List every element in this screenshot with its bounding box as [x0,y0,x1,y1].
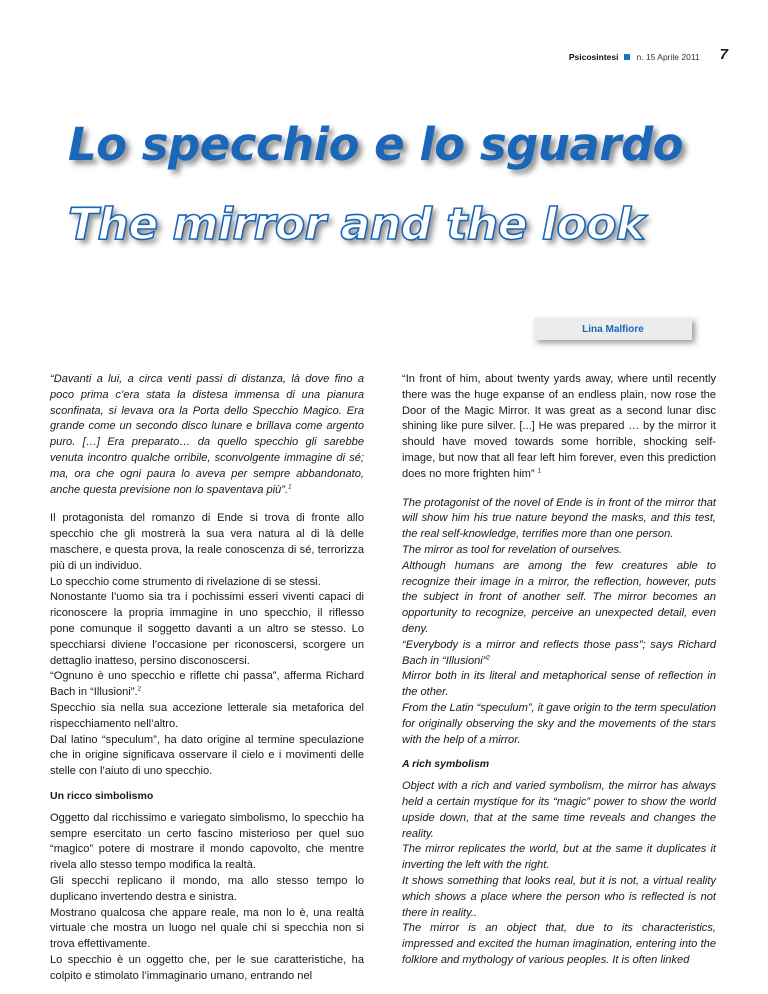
italian-column [50,372,364,984]
paragraph: It shows something that looks real, but it is not, a virtual reality which shows a place where the person who is reflected is not there in reality.. [402,874,716,919]
paragraph: From the Latin “speculum”, it gave origin to the term speculation for originally observing the sky and the movements of the stars with the help of a mirror. [402,701,716,746]
footnote-ref: 2 [486,654,490,661]
paragraph: Although humans are among the few creatures able to recognize their image in a mirror, the reflection, however, puts the subject in front of another self. The mirror becomes an opportunity to recognize, perceive an unexpected detail, even deny. [402,559,716,635]
author-badge [534,318,692,340]
paragraph: Oggetto dal ricchissimo e variegato simbolismo, lo specchio ha sempre esercitato un certo fascino misterioso per quel suo “magico” potere di mostrare il mondo capovolto, che mentre rivela allo stesso tempo modifica la realtà. [50,811,364,872]
title-english: The mirror and the look [68,199,645,250]
opening-quote: “In front of him, about twenty yards away, where until recently there was the huge expanse of an endless plain, now rose the Door of the Magic Mirror. It was great as a second lunar disc shining like pure silver. [...] He was prepared … by the mirror it should have moved towards some horrible, shocking self-image, but now that all fear left him forever, even this prediction does no more frighten him” $^1$ [402,373,716,480]
section-heading: A rich symbolism [402,758,490,771]
paragraph: Lo specchio è un oggetto che, per le sue caratteristiche, ha colpito e stimolato l’immaginario umano, entrando nel [50,953,364,982]
paragraph: The protagonist of the novel of Ende is in front of the mirror that will show him his true nature beyond the masks, and this test, the real self-knowledge, terrifies more than one person. [402,496,716,541]
opening-quote: “Davanti a lui, a circa venti passi di distanza, là dove fino a poco prima c’era stata la distesa immensa di una pianura sconfinata, si levava ora la Porta dello Specchio Magico. Era grande come un secondo disco lunare e brillava come argento puro. […] Era preparato… da quello specchio gli sarebbe venuta incontro qualche orribile, sconvolgente immagine di sé; ma, ora che ogni paura lo aveva per sempre abbandonato, anche questa previsione non lo spaventava più”.$^1$ [50,373,364,496]
english-column [402,372,716,969]
paragraph: Gli specchi replicano il mondo, ma allo stesso tempo lo duplicano invertendo destra e sinistra. [50,874,364,903]
paragraph: Object with a rich and varied symbolism, the mirror has always held a certain mystique for its “magic” power to show the world upside down, that at the same time reveals and changes the reality. [402,780,716,840]
paragraph: Nonostante l’uomo sia tra i pochissimi esseri viventi capaci di riconoscere la propria immagine in uno specchio, il riflesso pone comunque il soggetto davanti a un altro se stesso. Lo specchiarsi diviene l’occasione per riconoscersi, scorgere un dettaglio inatteso, persino disconoscersi. [50,591,364,667]
paragraph: The mirror is an object that, due to its characteristics, impressed and excited the human imagination, entering into the folklore and mythology of various peoples. It is often linked [402,922,716,966]
paragraph: Lo specchio come strumento di rivelazione di se stessi. [50,575,321,588]
paragraph: Il protagonista del romanzo di Ende si trova di fronte allo specchio che gli mostrerà la sua vera natura al di là delle maschere, e questa prova, la reale conoscenza di sé, terrorizza più di un individuo. [50,512,364,572]
footnote-ref: 1 [288,483,292,490]
paragraph: The mirror replicates the world, but at the same it duplicates it inverting the left with the right. [402,843,716,872]
square-separator-icon [624,54,630,60]
paragraph: Mirror both in its literal and metaphorical sense of reflection in the other. [402,670,716,699]
paragraph: Mostrano qualcosa che appare reale, ma non lo è, una realtà virtuale che mostra un luogo nel quale chi si specchia non si trova effettivamente. [50,906,364,951]
paragraph: “Ognuno è uno specchio e riflette chi passa”, afferma Richard Bach in “Illusioni”.$^2$ [50,670,364,699]
paragraph: “Everybody is a mirror and reflects those pass”; says Richard Bach in “Illusioni”$^2$ [402,638,716,667]
page-number: 7 [719,46,728,63]
paragraph: The mirror as tool for revelation of ourselves. [402,543,623,556]
title-italian: Lo specchio e lo sguardo [68,118,684,171]
footnote-ref: 2 [137,686,141,693]
magazine-name: Psicosintesi [568,51,619,62]
section-heading: Un ricco simbolismo [50,789,154,802]
footnote-ref: 1 [537,468,542,475]
paragraph: Dal latino “speculum”, ha dato origine al termine speculazione che in origine significava osservare il cielo e i movimenti delle stelle con l’aiuto di uno specchio. [50,733,364,778]
page-header [568,46,728,63]
author-name: Lina Malfiore [582,323,644,335]
paragraph: Specchio sia nella sua accezione letterale sia metaforica del rispecchiamento nell’altro. [50,701,364,730]
issue-info: n. 15 Aprile 2011 [636,51,700,62]
